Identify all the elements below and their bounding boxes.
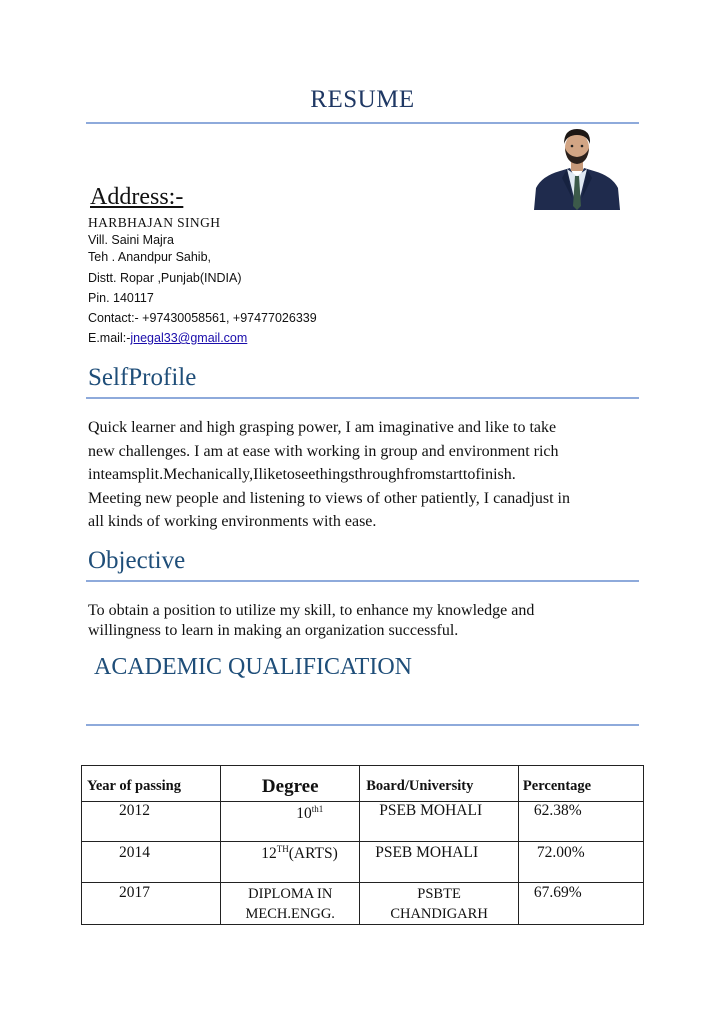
header-percentage-label: Percentage [522,778,592,794]
board-value: PSEB MOHALI [379,802,483,819]
cell-percentage [518,802,643,842]
cell-degree [221,842,360,883]
cell-year [82,802,221,842]
degree-value: 10 [296,805,312,823]
year-value: 2012 [119,802,150,819]
cell-board [360,802,519,842]
address-village: Vill. Saini Majra [88,233,174,247]
self-profile-text [88,416,648,534]
board-value: PSEB MOHALI [375,844,479,861]
year-value: 2014 [119,844,150,861]
self-profile-divider [86,397,639,399]
degree-superscript: th1 [311,804,324,814]
degree-value: 12 [261,845,277,863]
address-contact: Contact:- +97430058561, +97477026339 [88,311,317,325]
address-heading: Address:- [90,184,184,210]
degree-value-line2: MECH.ENGG. [245,906,335,922]
table-header-row [82,766,644,802]
address-pin: Pin. 140117 [88,291,154,305]
header-degree [221,766,360,802]
header-board [360,766,519,802]
header-year-label: Year of passing [87,778,181,794]
cell-board [360,883,519,925]
email-link[interactable]: jnegal33@gmail.com [130,331,248,345]
page-title: RESUME [310,86,415,113]
year-value: 2017 [119,884,150,901]
self-profile-heading: SelfProfile [88,364,197,391]
self-profile-line: Meeting new people and listening to views of other patiently, I canadjust in [88,489,570,507]
qualifications-table [81,765,644,925]
objective-heading: Objective [88,547,186,574]
objective-text [88,601,648,641]
table-row [82,802,644,842]
percentage-value: 62.38% [533,802,582,819]
header-degree-label: Degree [261,776,319,797]
objective-line: willingness to learn in making an organization successful. [88,622,459,639]
profile-photo [534,126,620,210]
header-year [82,766,221,802]
percentage-value: 72.00% [536,844,585,861]
cell-year [82,883,221,925]
address-name: HARBHAJAN SINGH [88,215,221,230]
self-profile-line: Quick learner and high grasping power, I am imaginative and like to take [88,419,557,436]
academic-divider [86,724,639,726]
self-profile-line: new challenges. I am at ease with working in group and environment rich [88,442,559,460]
academic-heading: ACADEMIC QUALIFICATION [94,654,412,680]
board-value-line2: CHANDIGARH [390,906,488,922]
objective-line: To obtain a position to utilize my skill, to enhance my knowledge and [88,602,535,619]
header-board-label: Board/University [366,778,474,794]
table-row [82,842,644,883]
cell-board [360,842,519,883]
percentage-value: 67.69% [533,884,582,901]
degree-value: DIPLOMA IN [248,886,333,902]
cell-year [82,842,221,883]
board-value: PSBTE [417,886,461,902]
address-email-row [88,331,247,345]
degree-suffix: (ARTS) [288,845,338,863]
header-percentage [518,766,643,802]
self-profile-line: inteamsplit.Mechanically,Iliketoseethingsthroughfromstarttofinish. [88,466,516,483]
cell-degree [221,802,360,842]
cell-percentage [518,842,643,883]
degree-superscript: TH [276,844,289,854]
self-profile-line: all kinds of working environments with ease. [88,513,377,530]
cell-degree [221,883,360,925]
address-district: Distt. Ropar ,Punjab(INDIA) [88,271,242,285]
title-divider [86,122,639,124]
address-tehsil: Teh . Anandpur Sahib, [88,250,212,264]
email-label: E.mail:- [88,331,131,345]
table-row [82,883,644,925]
cell-percentage [518,883,643,925]
objective-divider [86,580,639,582]
